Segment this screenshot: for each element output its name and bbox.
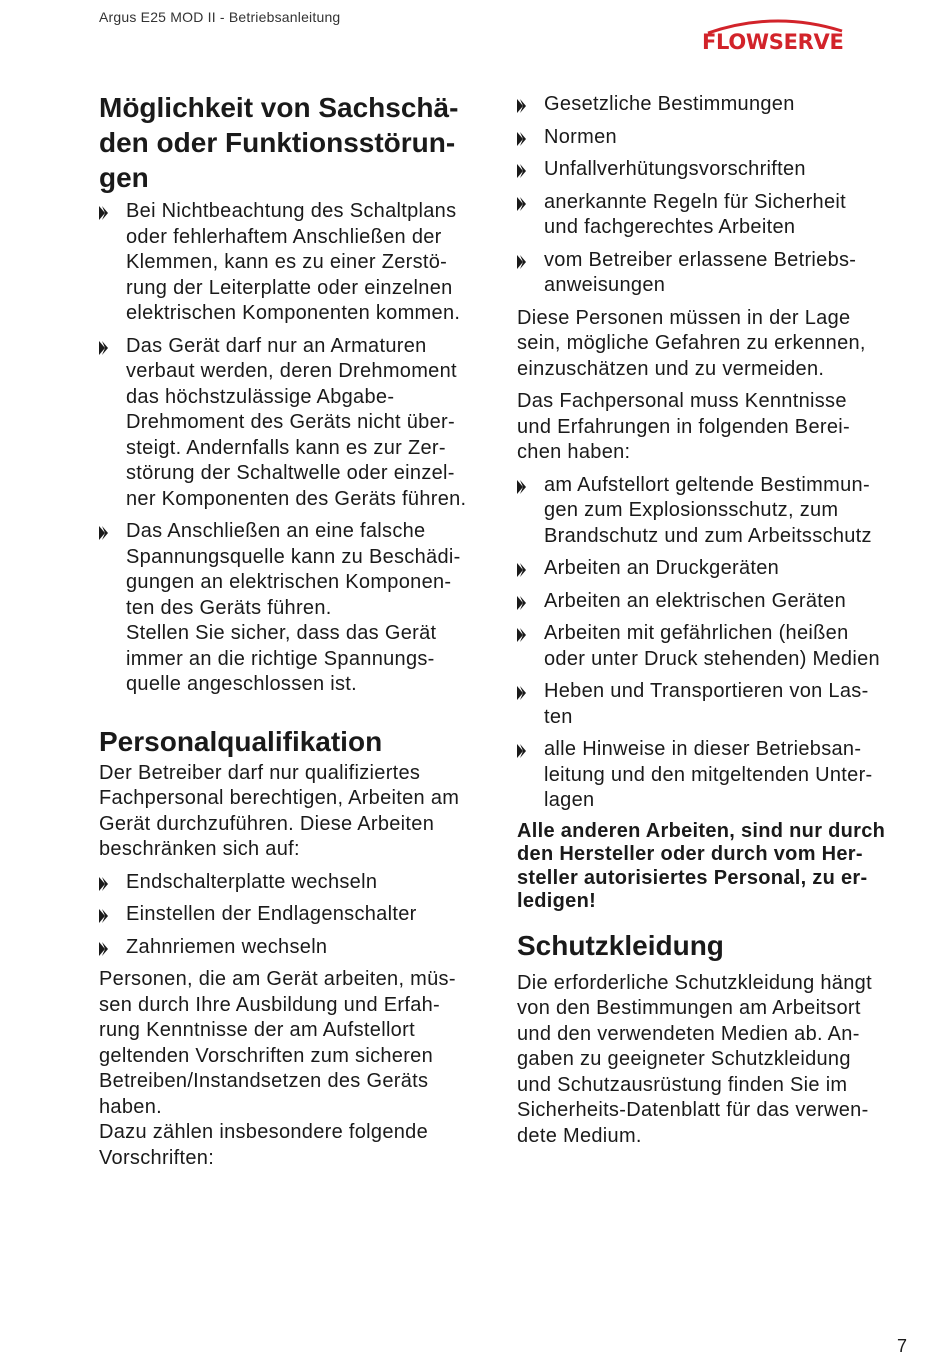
heading-sachschaeden: Möglichkeit von Sachschä- den oder Funktionsstörun- gen [99,92,459,193]
list-item: Gesetzliche Bestimmungen [517,92,917,118]
warning-paragraph: Alle anderen Arbeiten, sind nur durch den Hersteller oder durch vom Her- steller autorisiertes Personal, zu er- ledigen! [517,819,886,912]
expertise-list [517,473,917,814]
heading-personalqualifikation: Personalqualifikation [99,725,383,757]
list-item: Unfallverhütungsvorschriften [517,157,917,183]
list-item: Endschalterplatte wechseln [99,870,499,896]
list-item: alle Hinweise in dieser Betriebsan- leitung und den mitgeltenden Unter- lagen [517,737,917,814]
bullet-icon [517,132,526,146]
bullet-icon [517,596,526,610]
list-item: am Aufstellort geltende Bestimmun- gen zum Explosionsschutz, zum Brandschutz und zum Arbeitsschutz [517,473,917,550]
document-header: Argus E25 MOD II - Betriebsanleitung [99,9,341,25]
logo-wordmark: FLOWSERVE [702,30,844,54]
bullet-icon [517,563,526,577]
paragraph: Personen, die am Gerät arbeiten, müs- sen durch Ihre Ausbildung und Erfah- rung Kenntnisse der am Aufstellort geltenden Vorschriften zum sicheren Betreiben/Instandsetzen des Geräts haben. Dazu zählen insbesondere folgende Vorschriften: [99,968,456,1169]
bullet-icon [517,255,526,269]
paragraph: Der Betreiber darf nur qualifiziertes Fachpersonal berechtigen, Arbeiten am Gerät durchzuführen. Diese Arbeiten beschränken sich auf: [99,761,460,860]
bullet-icon [517,197,526,211]
bullet-icon [99,206,108,220]
paragraph: Die erforderliche Schutzkleidung hängt von den Bestimmungen am Arbeitsort und den verwendeten Medien ab. An- gaben zu geeigneter Schutzkleidung und Schutzausrüstung finden Sie im Sicherheits-Datenblatt für das verwen- dete Medium. [517,971,872,1147]
page-number: 7 [897,1336,908,1356]
heading-schutzkleidung: Schutzkleidung [517,929,724,961]
left-column [99,90,499,1171]
list-item: Arbeiten mit gefährlichen (heißen oder unter Druck stehenden) Medien [517,621,917,672]
right-column [517,92,917,1149]
bullet-icon [517,480,526,494]
list-item: Bei Nichtbeachtung des Schaltplans oder fehlerhaftem Anschließen der Klemmen, kann es zu einer Zerstö- rung der Leiterplatte oder einzelnen elektrischen Komponenten kommen. [99,199,499,327]
bullet-icon [99,942,108,956]
list-item: anerkannte Regeln für Sicherheit und fachgerechtes Arbeiten [517,190,917,241]
list-item: Arbeiten an Druckgeräten [517,556,917,582]
bullet-icon [517,99,526,113]
bullet-icon [99,909,108,923]
list-item: Normen [517,125,917,151]
list-item: Das Anschließen an eine falsche Spannungsquelle kann zu Beschädi- gungen an elektrischen Komponen- ten des Geräts führen. Stellen Sie sicher, dass das Gerät immer an die richtige Spannungs- quelle angeschlossen ist. [99,519,499,698]
list-item: Arbeiten an elektrischen Geräten [517,589,917,615]
paragraph: Das Fachpersonal muss Kenntnisse und Erfahrungen in folgenden Berei- chen haben: [517,390,850,463]
damage-list [99,199,499,698]
bullet-icon [517,628,526,642]
bullet-icon [99,341,108,355]
list-item: vom Betreiber erlassene Betriebs- anweisungen [517,248,917,299]
list-item: Heben und Transportieren von Las- ten [517,679,917,730]
paragraph: Diese Personen müssen in der Lage sein, mögliche Gefahren zu erkennen, einzuschätzen und zu vermeiden. [517,306,866,380]
bullet-icon [99,877,108,891]
flowserve-logo [700,16,850,64]
list-item: Das Gerät darf nur an Armaturen verbaut werden, deren Drehmoment das höchstzulässige Abgabe- Drehmoment des Geräts nicht über- steigt. Andernfalls kann es zur Zer- störung der Schaltwelle oder einzel- ner Komponenten des Geräts führen. [99,334,499,513]
bullet-icon [99,526,108,540]
bullet-icon [517,686,526,700]
tasks-list [99,870,499,961]
list-item: Zahnriemen wechseln [99,935,499,961]
list-item: Einstellen der Endlagenschalter [99,902,499,928]
bullet-icon [517,164,526,178]
regulations-list [517,92,917,299]
bullet-icon [517,744,526,758]
